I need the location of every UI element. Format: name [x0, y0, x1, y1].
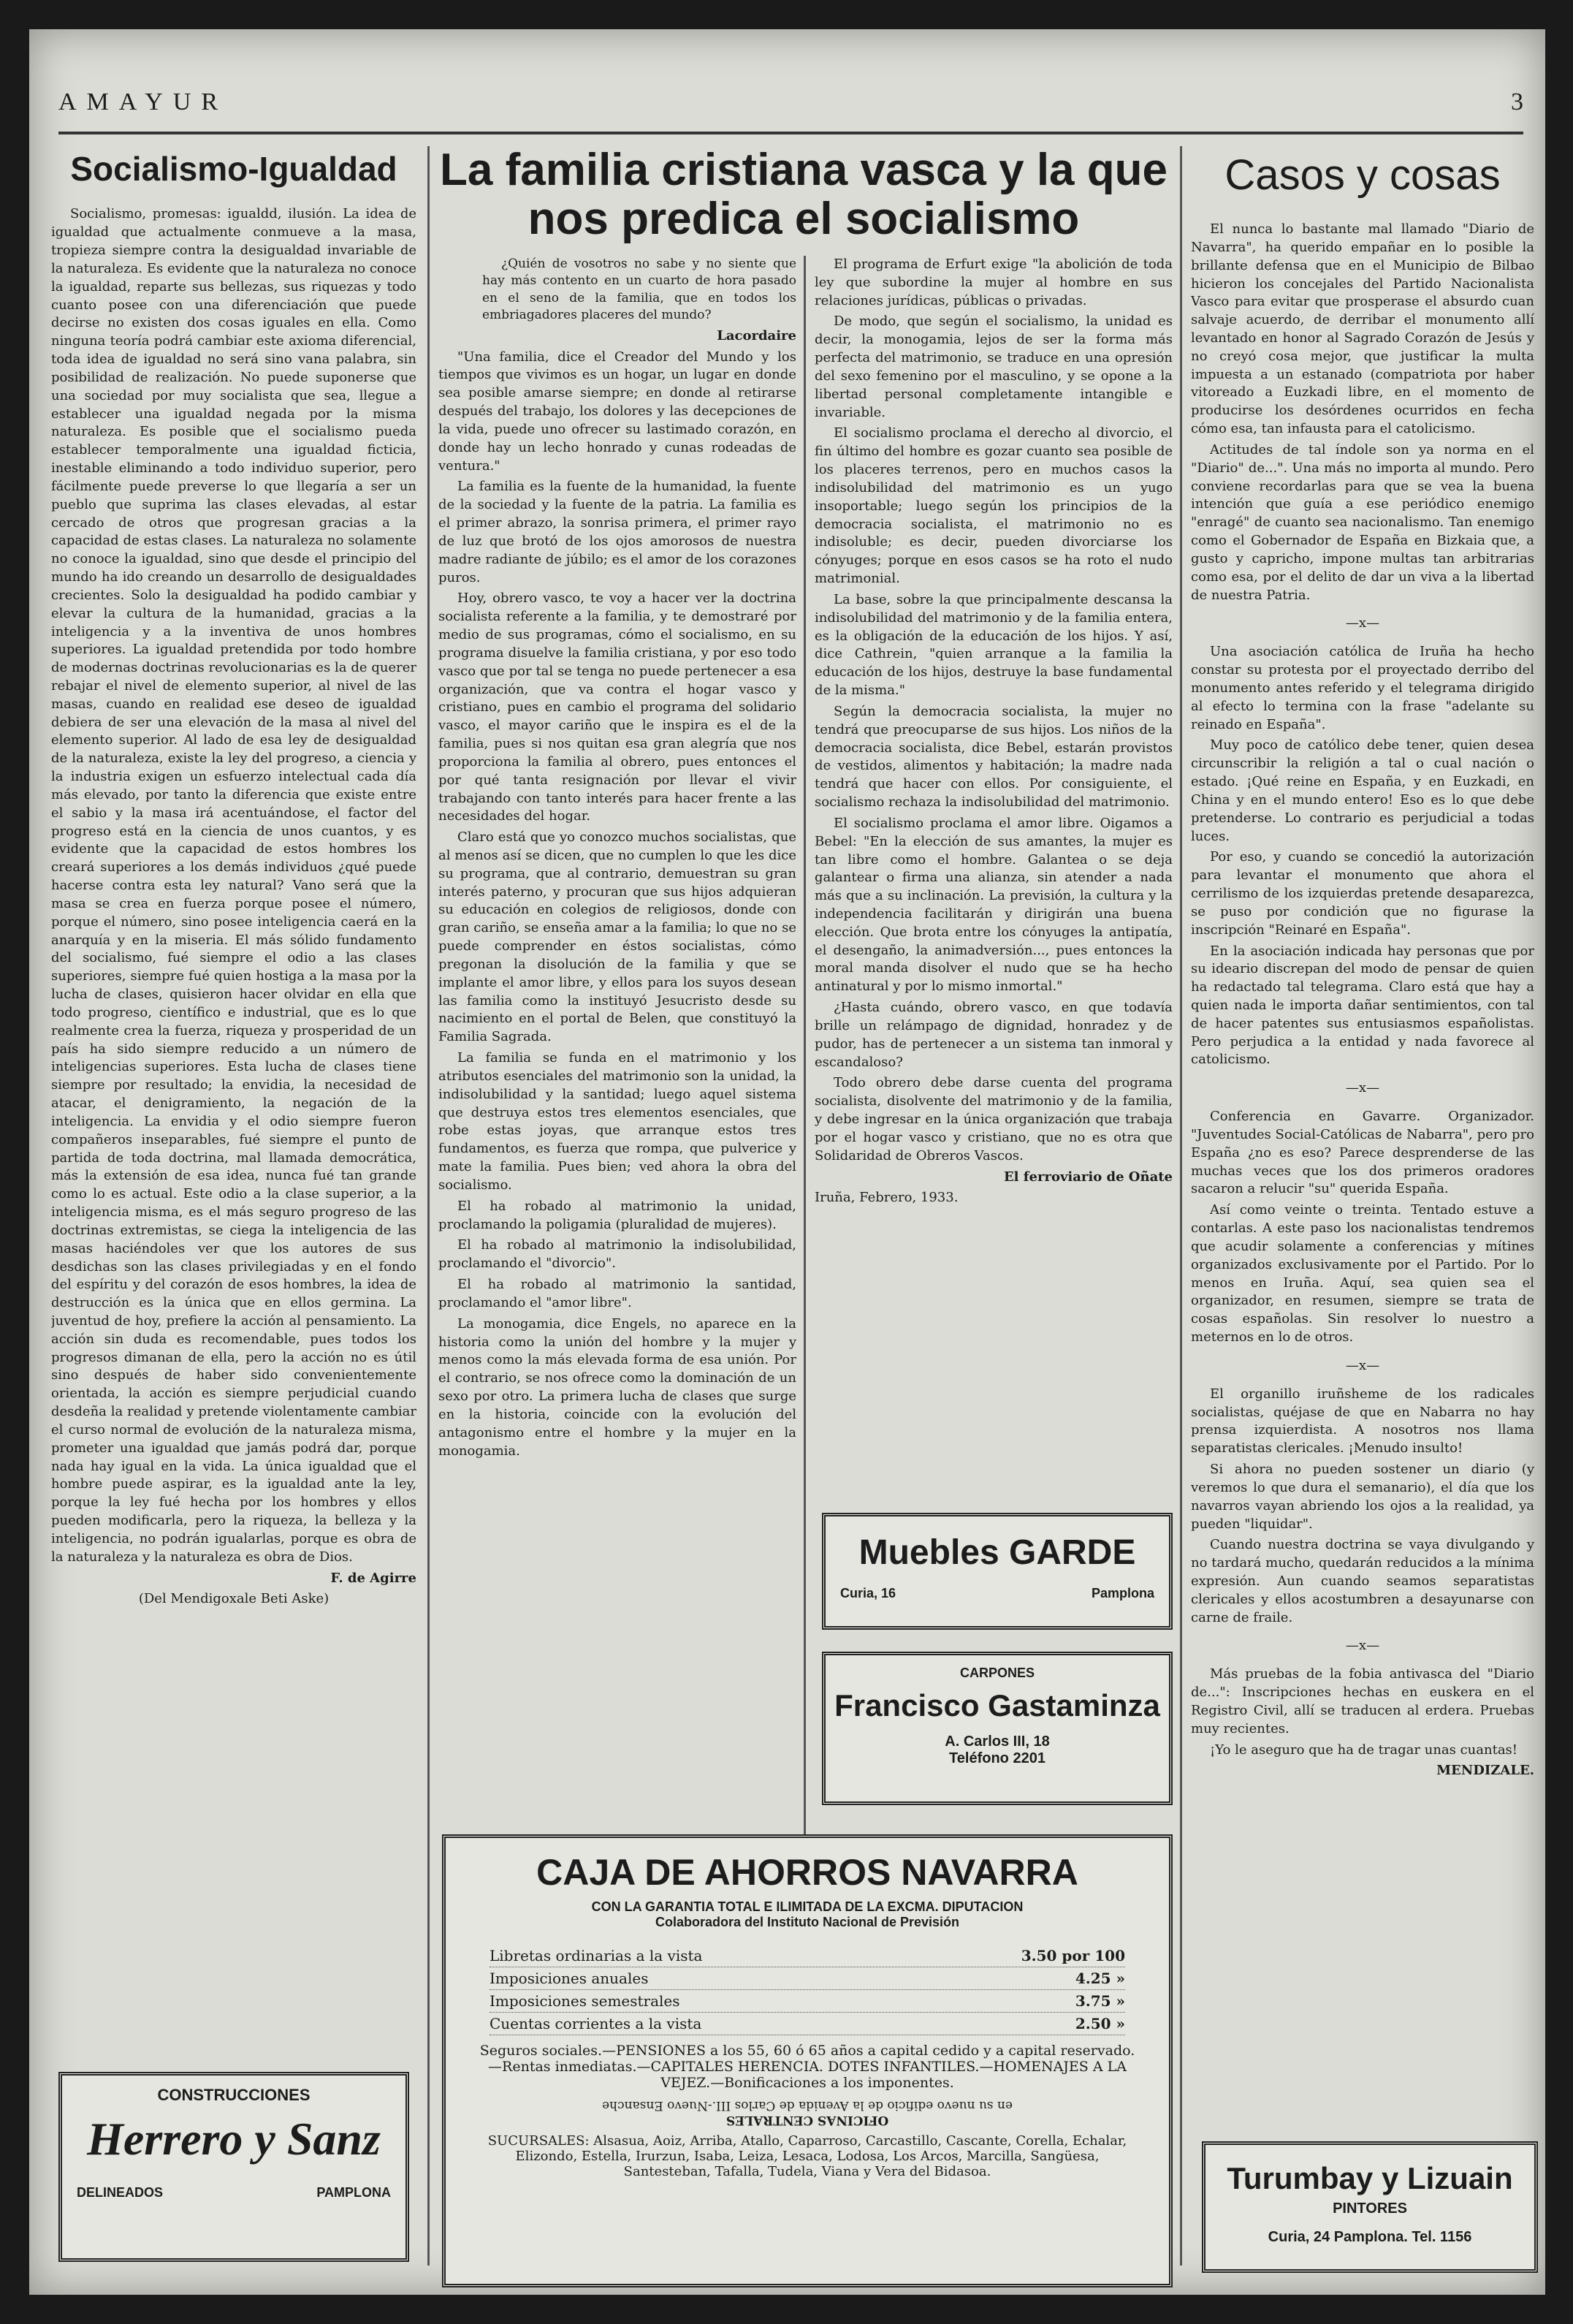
ad-caja-collab: Colaboradora del Instituto Nacional de Previsión	[655, 1915, 960, 1929]
rate-row: Libretas ordinarias a la vista 3.50 por 100	[490, 1945, 1125, 1967]
article-paragraph: Así como veinte o treinta. Tentado estuve a contarlas. A este paso los nacionalistas tendremos que acudir solamente a conferencias y mítines organizados exclusivamente por el Partido. Por lo menos en Iruña. Aquí, sea quien sea el organizador, en resumen, siempre se trata de cosas españolas. Sin resolver lo nuestro a meternos en lo de otros.	[1191, 1202, 1534, 1345]
article-paragraph: La base, sobre la que principalmente descansa la indisolubilidad del matrimonio y de la familia entera, es la obligación de la educación de los hijos. Y así, dice Cathrein, "quien arranque a la familia la educación de los hijos, destruye la base fundamental de la misma."	[815, 591, 1173, 699]
ad-gastaminza-top: CARPONES	[959, 1666, 1035, 1680]
ad-gastaminza	[822, 1652, 1173, 1805]
article-paragraph: Claro está que yo conozco muchos socialistas, que al menos así se dicen, que no cumplen lo que les dice su programa, que al contrario, demuestran su gran interés paterno, y procuran que sus hijos adquieran su educación en colegios de religiosos, donde con gran cariño, se enseña amar a la familia; lo que no se puede comprender en éstos socialistas, cómo pregonan la disolución de la familia y que se implante el amor libre, y ellos para los suyos desean las familia como la instituyó Jesucristo desde su nacimiento en el portal de Belen, que constituyó la Familia Sagrada.	[438, 829, 796, 1045]
article-paragraph: Socialismo, promesas: igualdd, ilusión. La idea de igualdad que actualmente conmueve a la masa, tropieza siempre contra la desigualdad invariable de la naturaleza. Es evidente que la naturaleza no conoce la igualdad, reparte sus bellezas, sus riquezas y todo cuanto posee con una diferenciación que puede decirse no existen dos cosas iguales en ella. Como ninguna teoría podrá cambiar este axioma diferencial, toda idea de igualdad no será sino vana palabra, sin posibilidad de realización. No puede suponerse que una sociedad por muy socialista que sea, llegue a establecer una igualdad negada por la misma naturaleza. Es posible que el socialismo pueda establecer temporalmente una igualdad ficticia, inestable eliminando a todo individuo superior, pero fácilmente puede preverse lo que llegaría a ser un pueblo que suprima las clases elevadas, al estar cercado de otros que progresan gracias a la capacidad de estas clases. La naturaleza no solamente no conoce la igualdad, sino que desde el principio del mundo ha ido creando un desarrollo de desigualdades crecientes. Solo la desigualdad ha podido cambiar y elevar la cultura de la humanidad, gracias a la inteligencia y a la inventiva de unos hombres superiores. La igualdad pretendida por todo hombre de modernas doctrinas revolucionarias es la de querer rebajar el nivel de elemento superior, al nivel de las masas, cuando en realidad ese deseo de igualdad debiera de ser una elevación de la masa al nivel del elemento superior. Al lado de esa ley de desigualdad de la naturaleza, existe la ley del progreso, a ciencia y la industria exigen un esfuerzo intelectual cada día más elevado, por tanto la diferencia que existe entre el sabio y la masa irá acentuándose, el factor del progreso está en la ciencia de unos cuantos, y es evidente que la capacidad de estos hombres los creará superiores a los demás individuos ¿qué puede hacerse contra esta ley natural? Vano será que la masa se crea en fuerza porque posee el número, porque el número, sino posee inteligencia caerá en la anarquía y en la miseria. El más sólido fundamento del socialismo, fué siempre el odio a las clases superiores, siempre fué quien hostiga a la masa por la lucha de clases, quisieron hacer olvidar en ella que todo progreso, científico e industrial, que es lo que realmente crea la fuerza, riqueza y prosperidad de un país ha sido siempre reducido a un número de inteligencias superiores. Esta lucha de clases tiene siempre por resultado; la envidia, la necesidad de atacar, el denigramiento, la negación de la inteligencia. La envidia y el odio siempre fueron compañeros inseparables, fué siempre el punto de partida de toda doctrina, mal llamada democrática, más la extensión de esa idea, nunca fué tan grande como lo es actual. Este odio a la clase superior, a la inteligencia misma, es el más seguro progreso de las doctrinas extremistas, se ciega la inteligencia de las masas haciéndoles ver que los autores de sus desdichas son las clases privilegiadas y en el fondo del espíritu y del corazón de esos hombres, la idea de destrucción es la única que en ellos germina. La juventud de hoy, prefiere la acción al pensamiento. La acción sin duda es recomendable, pues todos los progresos dimanan de ella, pero la acción no es útil sino después de haber sido convenientemente orientada, la acción es siempre perjudicial cuando desdeña la realidad y pretende violentamente cambiar el curso normal de evolución de la naturaleza misma, prometer una igualdad que jamás podrá dar, porque nada hay igual en la vida. La única igualdad que el hombre puede aspirar, es la igualdad ante la ley, porque la ley fué hecha por los hombres y ellos pueden modificarla, pero la riqueza, la belleza y la inteligencia, no podrán igualarlas, porque es obra de la naturaleza y la naturaleza es obra de Dios.	[51, 206, 416, 1565]
ad-gastaminza-phone: Teléfono 2201	[949, 1750, 1046, 1766]
article-signature: F. de Agirre	[330, 1570, 416, 1586]
ad-herrero-name: Herrero y Sanz	[87, 2113, 381, 2165]
article-paragraph: El socialismo proclama el derecho al divorcio, el fin último del hombre es gozar cuanto sea posible de los placeres terrenos, pero en muchos casos la indisolubilidad del matrimonio es un yugo insoportable; luego según los principios de la democracia socialista, el matrimonio no es indisoluble; es decir, pueden divorciarse los cónyuges; porque en esos casos se ha roto el nudo matrimonial.	[815, 425, 1173, 587]
article-paragraph: Más pruebas de la fobia antivasca del "Diario de...": Inscripciones hechas en euskera en el Registro Civil, allí se traducen al erdera. Pruebas muy recientes.	[1191, 1666, 1534, 1736]
ad-turumbay-name: Turumbay y Lizuain	[1227, 2161, 1513, 2195]
rate-row: Imposiciones semestrales 3.75 »	[490, 1990, 1125, 2013]
article-paragraph: Según la democracia socialista, la mujer no tendrá que preocuparse de sus hijos. Los niños de la democracia socialista, dice Bebel, estarán provistos de vestidos, alimentos y habitación; la madre nada tendrá que hacer con ellos. Por consiguiente, el socialismo rechaza la indisolubilidad del matrimonio.	[815, 703, 1173, 810]
article-signature: El ferroviario de Oñate	[1003, 1169, 1173, 1185]
article-title-socialismo: Socialismo-Igualdad	[70, 150, 397, 188]
article-source: (Del Mendigoxale Beti Aske)	[138, 1591, 330, 1607]
article-paragraph: Conferencia en Gavarre. Organizador. "Juventudes Social-Católicas de Nabarra", pero pro España ¿no es eso? Parece desprenderse de las muchas veces que los dos primeros oradores sacaron a relucir "su" querida España.	[1191, 1109, 1534, 1197]
section-separator: —x—	[1345, 1638, 1380, 1654]
ad-gastaminza-street: A. Carlos III, 18	[945, 1733, 1050, 1750]
article-paragraph: Cuando nuestra doctrina se vaya divulgando y no tardará mucho, quedarán reducidos a la mínima expresión. Aun cuando seamos separatistas clericales y ellos acostumbren a desayunarse con carne de fraile.	[1191, 1537, 1534, 1625]
ad-caja-title: CAJA DE AHORROS NAVARRA	[536, 1852, 1078, 1893]
article-paragraph: Hoy, obrero vasco, te voy a hacer ver la doctrina socialista referente a la familia, y te demostraré por medio de sus programas, cómo el socialismo, en su programa disuelve la familia cristiana, y por eso todo vasco que por tal se tenga no puede pertenecer a esa organización, que va contra el hogar vasco y cristiano, pues en cambio el programa del solidario vasco, el mayor cariño que le inspira es el de la familia, pues si nos quitan esa gran alegría que nos proporciona la familia al obrero, pues entonces el por qué tanta resignación por llevar el vivir trabajando con tanto interés para hacer frente a las necesidades del hogar.	[438, 591, 796, 824]
ad-caja-subtitle: CON LA GARANTIA TOTAL E ILIMITADA DE LA EXCMA. DIPUTACION	[591, 1899, 1024, 1914]
column-casos	[1191, 146, 1534, 2054]
article-paragraph: En la asociación indicada hay personas que por su ideario discrepan del modo de pensar de quien ha redactado tal telegrama. Claro está que hay a quien nada le importa dañar sentimientos, con tal de hacer patentes sus entusiasmos españolistas. Pero perjudica a la entidad y nada favorece al catolicismo.	[1191, 943, 1534, 1068]
ad-garde-street: Curia, 16	[840, 1586, 896, 1600]
masthead	[58, 73, 1523, 134]
ad-garde-city: Pamplona	[1091, 1586, 1154, 1600]
ad-muebles-garde	[822, 1513, 1173, 1630]
epigraph: ¿Quién de vosotros no sabe y no siente que hay más contento en un cuarto de hora pasado en el seno de la familia, que en todos los embriagadores placeres del mundo?	[482, 257, 796, 323]
ad-herrero-bottom-right: PAMPLONA	[316, 2185, 391, 2200]
ad-herrero-bottom-left: DELINEADOS	[77, 2185, 164, 2200]
article-paragraph: De modo, que según el socialismo, la unidad es decir, la monogamia, lejos de ser la forma más perfecta del matrimonio, se traduce en una opresión del sexo femenino por el masculino, y se opone a la libertad personal completamente intangible e invariable.	[815, 314, 1173, 420]
page-number: 3	[1511, 88, 1523, 115]
section-separator: —x—	[1345, 1080, 1380, 1096]
article-paragraph: Muy poco de católico debe tener, quien desea circunscribir la religión a tal o cual nación o estado. ¡Qué reine en España, y en Euzkadi, en China y en el mundo entero! Eso es lo que debe pretenderse. Lo contrario es perjudicial a todas luces.	[1191, 737, 1534, 844]
article-paragraph: "Una familia, dice el Creador del Mundo y los tiempos que vivimos es un hogar, un lugar en donde sea posible amarse siempre; en donde al retirarse después del trabajo, los dolores y las decepciones de la vida, puede uno ofrecer su lastimado corazón, en donde hay un lecho honrado y cunas rodeadas de ventura."	[438, 349, 796, 474]
article-dateline: Iruña, Febrero, 1933.	[815, 1190, 959, 1206]
ad-caja-offices-inverted: en su nuevo edificio de la Avenida de Carlos III.-Nuevo Ensanche	[602, 2098, 1013, 2113]
ad-gastaminza-name: Francisco Gastaminza	[834, 1688, 1160, 1723]
article-paragraph: El ha robado al matrimonio la unidad, proclamando la poligamia (pluralidad de mujeres).	[438, 1198, 796, 1232]
ad-caja-ahorros	[442, 1834, 1173, 2287]
article-paragraph: El ha robado al matrimonio la santidad, proclamando el "amor libre".	[438, 1277, 796, 1310]
article-paragraph: Si ahora no pueden sostener un diario (y veremos lo que dura el semanario), el día que los navarros vayan abriendo los ojos a la realidad, ya pueden "liquidar".	[1191, 1462, 1534, 1532]
newspaper-name: AMAYUR	[58, 88, 229, 115]
ad-caja-rates	[490, 1945, 1125, 2035]
column-rule	[804, 256, 806, 1842]
article-signature: MENDIZALE.	[1436, 1763, 1534, 1779]
article-paragraph: Todo obrero debe darse cuenta del programa socialista, disolvente del matrimonio y de la familia, y debe ingresar en la única organización que trabaja por el hogar vasco y cristiano, que no es otra que Solidaridad de Obreros Vascos.	[815, 1075, 1173, 1163]
article-title-casos: Casos y cosas	[1224, 151, 1501, 199]
article-paragraph: Actitudes de tal índole son ya norma en el "Diario" de...". Una más no importa al mundo. Pero conviene recordarlas para que se vea la buena intención que guía a ese periódico enemigo "enragé" de cuanto sea nacionalismo. Tan enemigo como el Gobernador de España en Bizkaia que, a gusto y capricho, impone multas tan arbitrarias como esa, por el delito de dar un viva a la libertad de nuestra Patria.	[1191, 441, 1534, 603]
column-familia-a	[438, 256, 796, 1842]
ad-caja-offices-label: OFICINAS CENTRALES	[725, 2113, 889, 2127]
article-paragraph: ¿Hasta cuándo, obrero vasco, en que todavía brille un relámpago de dignidad, honradez y de pudor, has de pertenecer a un sistema tan inmoral y escandaloso?	[815, 1000, 1173, 1070]
article-paragraph: La familia se funda en el matrimonio y los atributos esenciales del matrimonio son la unidad, la indisolubilidad y la santidad; luego aquel sistema que destruya estos tres elementos esenciales, que robe estas joyas, que arranque estos tres fundamentos, es fuerza que rompa, que pulverice y mate la familia. Pues bien; ved ahora la obra del socialismo.	[438, 1050, 796, 1193]
column-rule	[427, 146, 430, 2266]
ad-turumbay-trade: PINTORES	[1333, 2200, 1407, 2217]
article-paragraph: La monogamia, dice Engels, no aparece en la historia como la unión del hombre y la mujer y menos como la más elevada forma de esa unión. Por el contrario, se nos ofrece como la dominación de un sexo por otro. La primera lucha de clases que surge en la historia, coincide con la evolución del antagonismo entre el hombre y la mujer en la monogamia.	[438, 1315, 796, 1459]
article-title-familia: La familia cristiana vasca y la que nos predica el socialismo	[440, 145, 1168, 244]
ad-turumbay-address: Curia, 24 Pamplona. Tel. 1156	[1268, 2229, 1472, 2245]
rate-row: Imposiciones anuales 4.25 »	[490, 1967, 1125, 1990]
ad-turumbay-lizuain	[1202, 2141, 1538, 2273]
newspaper-page	[29, 29, 1545, 2295]
column-familia-b	[815, 256, 1173, 1454]
article-paragraph: Por eso, y cuando se concedió la autorización para levantar el monumento que ahora el cerrilismo de los izquierdas pretende desaparezca, se puso por condición que no figurase la inscripción "Reinaré en España".	[1191, 849, 1534, 938]
rate-row: Cuentas corrientes a la vista 2.50 »	[490, 2013, 1125, 2035]
article-paragraph: La familia es la fuente de la humanidad, la fuente de la sociedad y la fuente de la patria. La familia es el primer abrazo, la sonrisa primera, el primer rayo de luz que brotó de los ojos amorosos de nuestra madre radiante de júbilo; es el amor de los corazones puros.	[438, 479, 796, 585]
article-paragraph: El nunca lo bastante mal llamado "Diario de Navarra", ha querido empañar en lo posible la brillante defensa que en el Municipio de Bilbao hicieron los concejales del Partido Nacionalista Vasco para evitar que prosperase el absurdo cuan salvaje acuerdo, de derribar el monumento allí levantado en honor al Sagrado Corazón de Jesús y no creyó cosa mejor, que justificar la multa impuesta a un estanado (compatriota por haber vitoreado a Euzkadi libre, en el momento de producirse los desórdenes ocurridos en fecha cómo esa, tan infausta para el catolicismo.	[1191, 221, 1534, 437]
ad-garde-name: Muebles GARDE	[858, 1533, 1136, 1572]
section-separator: —x—	[1345, 615, 1380, 631]
ad-caja-branches: SUCURSALES: Alsasua, Aoiz, Arriba, Atallo, Caparroso, Carcastillo, Cascante, Corella, Echalar, Elizondo, Estella, Irurzun, Isaba, Leiza, Lesaca, Lodosa, Los Arcos, Marcilla, Sangüesa, Santesteban, Tafalla, Tudela, Viana y Vera del Bidasoa.	[487, 2133, 1127, 2179]
article-paragraph: El organillo iruñsheme de los radicales socialistas, quéjase de que en Nabarra no hay prensa izquierdista. A nosotros nos llama separatistas clericales. ¡Menudo insulto!	[1191, 1386, 1534, 1457]
ad-caja-services: Seguros sociales.—PENSIONES a los 55, 60 ó 65 años a capital cedido y a capital reservado.—Rentas inmediatas.—CAPITALES HERENCIA. DOTES INFANTILES.—HOMENAJES A LA VEJEZ.—Bonificaciones a los imponentes.	[479, 2043, 1135, 2091]
familia-header	[438, 146, 1169, 262]
ad-herrero-top: CONSTRUCCIONES	[157, 2086, 311, 2104]
column-socialismo	[51, 146, 416, 2017]
article-paragraph: El socialismo proclama el amor libre. Oigamos a Bebel: "En la elección de sus amantes, la mujer es tan libre como el hombre. Galantea o se deja galantear o firma una alianza, sin atender a nada más que a su inclinación. La previsión, la cultura y la independencia facilitarán y dirigirán una buena elección. Que brota entre los cónyuges la antipatía, el desengaño, la animadversión..., pues entonces la moral manda disolver el nudo que se ha hecho antinatural y por lo mismo inmortal."	[815, 815, 1173, 995]
epigraph-author: Lacordaire	[717, 327, 796, 343]
article-paragraph: ¡Yo le aseguro que ha de tragar unas cuantas!	[1210, 1742, 1518, 1758]
ad-herrero-sanz	[58, 2072, 409, 2262]
article-paragraph: El programa de Erfurt exige "la abolición de toda ley que subordine la mujer al hombre en sus relaciones jurídicas, públicas o privadas.	[815, 257, 1173, 308]
section-separator: —x—	[1345, 1357, 1380, 1373]
column-rule	[1180, 146, 1182, 2266]
article-paragraph: Una asociación católica de Iruña ha hecho constar su protesta por el proyectado derribo del monumento antes referido y el telegrama dirigido al efecto lo termina con la frase "adelante su reinado en España".	[1191, 644, 1534, 732]
article-paragraph: El ha robado al matrimonio la indisolubilidad, proclamando el "divorcio".	[438, 1237, 796, 1272]
